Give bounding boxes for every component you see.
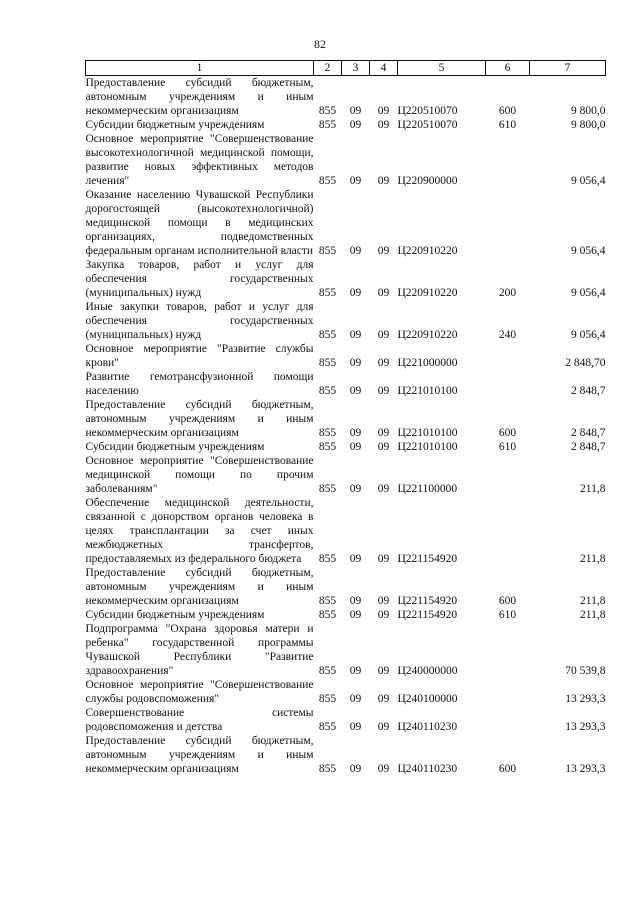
row-cell-c7: 13 293,3 bbox=[565, 693, 606, 705]
row-cell-c3: 09 bbox=[349, 357, 362, 369]
row-cell-c5: Ц240000000 bbox=[397, 665, 458, 677]
row-label: Основное мероприятие "Развитие службы крови" bbox=[85, 343, 314, 369]
row-label: Основное мероприятие "Совершенствование службы родовспоможения" bbox=[85, 679, 314, 705]
row-cell-c4: 09 bbox=[377, 357, 390, 369]
row-cell-c6 bbox=[486, 678, 530, 706]
row-label: Субсидии бюджетным учреждениям bbox=[85, 441, 265, 453]
table-row bbox=[86, 258, 606, 300]
row-cell-c6 bbox=[486, 132, 530, 188]
row-cell-c5: Ц221000000 bbox=[397, 357, 458, 369]
row-label: Предоставление субсидий бюджетным, автономным учреждениям и иным некоммерческим организациям bbox=[85, 567, 314, 607]
row-cell-c3: 09 bbox=[349, 609, 362, 621]
column-header: 1 bbox=[86, 61, 314, 76]
row-cell-c3: 09 bbox=[349, 763, 362, 775]
row-cell-c4: 09 bbox=[377, 119, 390, 131]
table-row bbox=[86, 440, 606, 454]
row-cell-c4: 09 bbox=[377, 427, 390, 439]
row-cell-c3: 09 bbox=[349, 553, 362, 565]
row-cell-c2: 855 bbox=[318, 287, 337, 299]
row-cell-c4: 09 bbox=[377, 553, 390, 565]
row-label: Предоставление субсидий бюджетным, автономным учреждениям и иным некоммерческим организациям bbox=[85, 399, 314, 439]
row-cell-c6 bbox=[486, 622, 530, 678]
row-cell-c6 bbox=[486, 342, 530, 370]
row-cell-c2: 855 bbox=[318, 119, 337, 131]
row-cell-c4: 09 bbox=[377, 693, 390, 705]
row-cell-c3: 09 bbox=[349, 483, 362, 495]
row-cell-c2: 855 bbox=[318, 175, 337, 187]
row-cell-c3: 09 bbox=[349, 329, 362, 341]
row-cell-c2: 855 bbox=[318, 483, 337, 495]
row-cell-c2: 855 bbox=[318, 427, 337, 439]
row-label: Предоставление субсидий бюджетным, автономным учреждениям и иным некоммерческим организациям bbox=[85, 77, 314, 117]
table-row bbox=[86, 496, 606, 566]
table-row bbox=[86, 132, 606, 188]
table-row bbox=[86, 608, 606, 622]
row-label: Развитие гемотрансфузионной помощи населению bbox=[85, 371, 314, 397]
table-row bbox=[86, 118, 606, 132]
row-label: Основное мероприятие "Совершенствование медицинской помощи по прочим заболеваниям" bbox=[85, 455, 314, 495]
row-cell-c7: 2 848,70 bbox=[565, 357, 606, 369]
row-cell-c2: 855 bbox=[318, 609, 337, 621]
row-cell-c2: 855 bbox=[318, 721, 337, 733]
row-cell-c4: 09 bbox=[377, 763, 390, 775]
row-cell-c3: 09 bbox=[349, 385, 362, 397]
row-cell-c6: 600 bbox=[498, 427, 517, 439]
row-cell-c5: Ц220910220 bbox=[397, 245, 458, 257]
row-cell-c7: 211,8 bbox=[580, 595, 606, 607]
row-cell-c6 bbox=[486, 454, 530, 496]
table-row bbox=[86, 706, 606, 734]
row-cell-c3: 09 bbox=[349, 595, 362, 607]
row-cell-c4: 09 bbox=[377, 245, 390, 257]
row-cell-c2: 855 bbox=[318, 441, 337, 453]
column-header: 4 bbox=[370, 61, 398, 76]
row-label: Субсидии бюджетным учреждениям bbox=[85, 609, 265, 621]
row-cell-c2: 855 bbox=[318, 329, 337, 341]
row-cell-c7: 9 800,0 bbox=[571, 119, 606, 131]
row-cell-c4: 09 bbox=[377, 483, 390, 495]
row-cell-c2: 855 bbox=[318, 665, 337, 677]
row-cell-c3: 09 bbox=[349, 693, 362, 705]
row-cell-c6: 610 bbox=[498, 441, 517, 453]
row-cell-c5: Ц221154920 bbox=[397, 595, 458, 607]
row-cell-c4: 09 bbox=[377, 175, 390, 187]
row-cell-c5: Ц240110230 bbox=[397, 763, 458, 775]
row-cell-c7: 2 848,7 bbox=[571, 427, 606, 439]
table-row bbox=[86, 300, 606, 342]
row-cell-c4: 09 bbox=[377, 385, 390, 397]
row-label: Совершенствование системы родовспоможения и детства bbox=[85, 707, 314, 733]
row-cell-c2: 855 bbox=[318, 553, 337, 565]
row-cell-c3: 09 bbox=[349, 441, 362, 453]
row-cell-c6: 240 bbox=[498, 329, 517, 341]
row-cell-c6: 610 bbox=[498, 609, 517, 621]
row-label: Иные закупки товаров, работ и услуг для обеспечения государственных (муниципальных) нужд bbox=[85, 301, 314, 341]
row-cell-c7: 211,8 bbox=[580, 609, 606, 621]
row-cell-c6: 200 bbox=[498, 287, 517, 299]
table-row bbox=[86, 188, 606, 258]
row-cell-c6: 610 bbox=[498, 119, 517, 131]
row-cell-c2: 855 bbox=[318, 763, 337, 775]
row-cell-c6: 600 bbox=[498, 105, 517, 117]
row-cell-c4: 09 bbox=[377, 609, 390, 621]
row-cell-c7: 9 800,0 bbox=[571, 105, 606, 117]
row-cell-c5: Ц240100000 bbox=[397, 693, 458, 705]
row-cell-c6: 600 bbox=[498, 595, 517, 607]
row-cell-c4: 09 bbox=[377, 595, 390, 607]
row-label: Предоставление субсидий бюджетным, автономным учреждениям и иным некоммерческим организациям bbox=[85, 735, 314, 775]
row-cell-c7: 9 056,4 bbox=[571, 329, 606, 341]
row-cell-c5: Ц221100000 bbox=[397, 483, 458, 495]
table-row bbox=[86, 622, 606, 678]
row-cell-c4: 09 bbox=[377, 721, 390, 733]
row-cell-c5: Ц221010100 bbox=[397, 385, 458, 397]
row-cell-c3: 09 bbox=[349, 105, 362, 117]
row-cell-c7: 211,8 bbox=[580, 553, 606, 565]
row-cell-c4: 09 bbox=[377, 329, 390, 341]
table-row bbox=[86, 678, 606, 706]
row-cell-c2: 855 bbox=[318, 595, 337, 607]
row-cell-c7: 2 848,7 bbox=[571, 385, 606, 397]
row-cell-c7: 13 293,3 bbox=[565, 721, 606, 733]
row-label: Субсидии бюджетным учреждениям bbox=[85, 119, 265, 131]
table-row bbox=[86, 370, 606, 398]
column-header: 5 bbox=[398, 61, 486, 76]
row-cell-c2: 855 bbox=[318, 245, 337, 257]
row-cell-c2: 855 bbox=[318, 693, 337, 705]
row-cell-c3: 09 bbox=[349, 665, 362, 677]
row-cell-c3: 09 bbox=[349, 287, 362, 299]
row-cell-c4: 09 bbox=[377, 665, 390, 677]
row-cell-c3: 09 bbox=[349, 427, 362, 439]
row-cell-c7: 13 293,3 bbox=[565, 763, 606, 775]
column-header: 6 bbox=[486, 61, 530, 76]
row-cell-c5: Ц221154920 bbox=[397, 609, 458, 621]
column-header: 2 bbox=[314, 61, 342, 76]
row-cell-c6 bbox=[486, 706, 530, 734]
row-cell-c2: 855 bbox=[318, 385, 337, 397]
row-cell-c5: Ц221154920 bbox=[397, 553, 458, 565]
row-label: Подпрограмма "Охрана здоровья матери и ребенка" государственной программы Чувашской Республики "Развитие здравоохранения" bbox=[85, 623, 314, 677]
page-number: 82 bbox=[314, 37, 326, 51]
row-label: Оказание населению Чувашской Республики дорогостоящей (высокотехнологичной) медицинской помощи в медицинских организациях, подведомственных федеральным органам исполнительной власти bbox=[85, 189, 314, 257]
row-cell-c6 bbox=[486, 496, 530, 566]
row-label: Основное мероприятие "Совершенствование высокотехнологичной медицинской помощи, развитие новых эффективных методов лечения" bbox=[85, 133, 314, 187]
row-cell-c5: Ц220910220 bbox=[397, 329, 458, 341]
table-row bbox=[86, 398, 606, 440]
table-row bbox=[86, 734, 606, 776]
row-cell-c7: 9 056,4 bbox=[571, 175, 606, 187]
table-row bbox=[86, 76, 606, 119]
row-cell-c4: 09 bbox=[377, 287, 390, 299]
row-cell-c3: 09 bbox=[349, 245, 362, 257]
row-cell-c4: 09 bbox=[377, 105, 390, 117]
row-cell-c7: 211,8 bbox=[580, 483, 606, 495]
row-cell-c3: 09 bbox=[349, 119, 362, 131]
row-cell-c4: 09 bbox=[377, 441, 390, 453]
row-cell-c5: Ц220910220 bbox=[397, 287, 458, 299]
row-cell-c5: Ц240110230 bbox=[397, 721, 458, 733]
row-cell-c5: Ц220900000 bbox=[397, 175, 458, 187]
row-cell-c7: 2 848,7 bbox=[571, 441, 606, 453]
row-cell-c6: 600 bbox=[498, 763, 517, 775]
row-cell-c7: 70 539,8 bbox=[565, 665, 606, 677]
row-cell-c2: 855 bbox=[318, 105, 337, 117]
row-cell-c3: 09 bbox=[349, 175, 362, 187]
column-header: 3 bbox=[342, 61, 370, 76]
row-cell-c5: Ц221010100 bbox=[397, 427, 458, 439]
budget-table bbox=[85, 60, 606, 776]
column-header: 7 bbox=[530, 61, 606, 76]
row-cell-c6 bbox=[486, 370, 530, 398]
row-cell-c7: 9 056,4 bbox=[571, 245, 606, 257]
row-label: Обеспечение медицинской деятельности, связанной с донорством органов человека в целях трансплантации за счет иных межбюджетных трансфертов, предоставляемых из федерального бюджета bbox=[85, 497, 314, 565]
table-row bbox=[86, 454, 606, 496]
row-cell-c5: Ц221010100 bbox=[397, 441, 458, 453]
row-cell-c5: Ц220510070 bbox=[397, 105, 458, 117]
table-row bbox=[86, 342, 606, 370]
row-cell-c5: Ц220510070 bbox=[397, 119, 458, 131]
table-row bbox=[86, 566, 606, 608]
row-cell-c2: 855 bbox=[318, 357, 337, 369]
row-label: Закупка товаров, работ и услуг для обеспечения государственных (муниципальных) нужд bbox=[85, 259, 314, 299]
row-cell-c6 bbox=[486, 188, 530, 258]
table-header-row bbox=[86, 61, 606, 76]
row-cell-c7: 9 056,4 bbox=[571, 287, 606, 299]
row-cell-c3: 09 bbox=[349, 721, 362, 733]
